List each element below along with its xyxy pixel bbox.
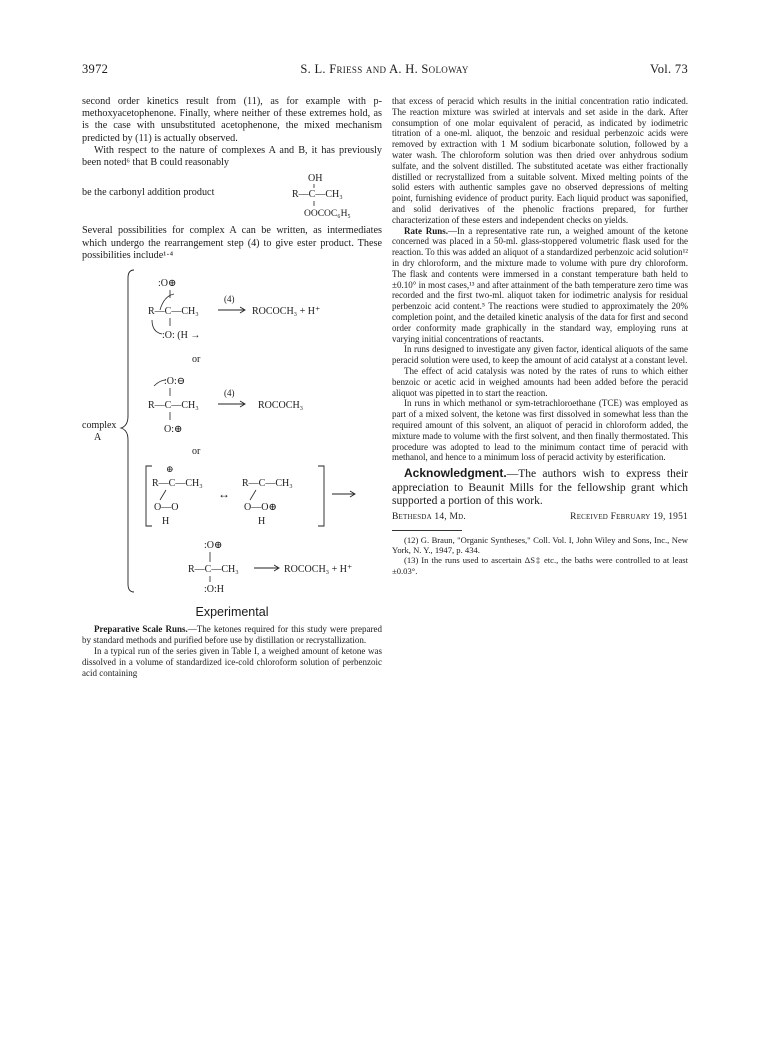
s3-right-bottom: O—O⊕ <box>244 502 277 514</box>
structure-b <box>82 171 382 219</box>
acknowledgment <box>392 467 688 508</box>
s1-bottom: :O: (H → <box>162 330 201 342</box>
paragraph: that excess of peracid which results in the initial concentration ratio indicated. The reaction mixture was swirled at intervals and set aside in the dark. After consumption of one molar equivalent of peracid, as indicated by iodimetric titration of a one-ml. aliquot, the benzoic and residual perbenzoic acids were removed by extraction with 1 M sodium bicarbonate solution, followed by a water wash. The chloroform solution was then dried over anhydrous sodium sulfate, and the solvent distilled. The substituted acetate was either fractionally distilled or recrystallized from a suitable solvent. Mixed melting points of the solid esters with authentic samples gave no observed depressions of melting point, furnishing evidence of product purity. Each liquid product was saponified, and solid derivatives of the phenolic fractions prepared, for further characterization of these esters and independent checks on yields. <box>392 96 688 225</box>
s3-left-bottom: O—O <box>154 502 179 514</box>
received-date: Received February 19, 1951 <box>570 512 688 523</box>
s3-right-mid: R—C—CH₃ <box>242 478 293 490</box>
struct-bottom: OOCOC₆H₅ <box>304 209 351 220</box>
paragraph: In runs designed to investigate any given factor, identical aliquots of the same peracid solution were used, to keep the amount of acid catalyst at a constant level. <box>392 344 688 366</box>
paragraph: second order kinetics result from (11), as for example with p-methoxyacetophenone. Finally, where neither of these extremes hold, as is the case with unsubstituted acetophenone, the mixed mechanism predicted by (11) is actually observed. <box>82 96 382 144</box>
run-heading: Preparative Scale Runs. <box>94 624 188 635</box>
volume-label: Vol. 73 <box>650 62 688 76</box>
label-complex: complex <box>82 420 117 432</box>
right-column <box>392 96 688 576</box>
paragraph: In a typical run of the series given in Table I, a weighed amount of ketone was dissolved in a volume of standardized ice-cold chloroform solution of perbenzoic acid containing <box>82 646 382 678</box>
s1-top: :O⊕ <box>158 278 177 290</box>
address-line <box>392 511 688 523</box>
ack-heading: Acknowledgment. <box>404 466 507 481</box>
struct-mid: R—C—CH₃ <box>292 189 343 201</box>
paragraph: The effect of acid catalysis was noted by the rates of runs to which either benzoic or acetic acid in weighed amounts had been added before the peracid aliquot was pipetted in to start the reaction. <box>392 365 688 398</box>
struct-top: OH <box>308 173 323 185</box>
s1-product: ROCOCH₃ + H⁺ <box>252 306 321 318</box>
paragraph: With respect to the nature of complexes A and B, it has previously been noted⁶ that B could reasonably <box>82 144 382 169</box>
experimental-heading: Experimental <box>195 605 269 620</box>
left-column <box>82 96 382 678</box>
ack-body: —The authors wish to express their appreciation to Beaunit Mills for the fellowship grant which supported a portion of this work. <box>392 468 688 507</box>
s4-mid: R—C—CH₃ <box>188 564 239 576</box>
s4-top: :O⊕ <box>204 540 223 552</box>
page-number: 3972 <box>82 62 109 76</box>
s2-arrow-label: (4) <box>224 388 235 399</box>
s3-right-h: H <box>258 516 266 528</box>
run-body: —The ketones required for this study were prepared by standard methods and purified before use by distillation or recrystallization. <box>82 624 382 646</box>
address: Bethesda 14, Md. <box>392 512 466 523</box>
run-heading: Rate Runs. <box>404 225 448 236</box>
s4-bottom: :O:H <box>204 584 224 595</box>
paragraph <box>392 226 688 345</box>
footnote-rule <box>392 530 462 531</box>
run-body: —In a representative rate run, a weighed amount of the ketone concerned was placed in a 50-ml. glass-stoppered volumetric flask used for the reaction. To this was added an aliquot of a standardized perbenzoic acid solution¹² in dry chloroform, and the mixture made to volume with pure dry chloroform. The flask and contents were immersed in a constant temperature bath held to ±0.10° in most cases,¹³ and after attainment of the bath temperature zero time was recorded and the first two-ml. aliquot taken for iodimetric analysis for residual perbenzoic acid content.⁵ The reactions were studied to approximately the 20% completion point, and the detailed kinetic analysis of the data for first and second order conformity made graphically in the standard way, employing runs at varying initial concentrations of reactants. <box>392 225 688 344</box>
reaction-scheme <box>82 268 382 594</box>
paragraph-end: be the carbonyl addition product <box>82 187 215 199</box>
s2-mid: R—C—CH₃ <box>148 400 199 412</box>
s1-arrow-label: (4) <box>224 294 235 305</box>
or-2: or <box>192 446 201 458</box>
s2-product: ROCOCH₃ <box>258 400 304 412</box>
paragraph: Several possibilities for complex A can be written, as intermediates which undergo the rearrangement step (4) to give ester product. These possibilities include¹·⁴ <box>82 225 382 261</box>
s2-bottom: O:⊕ <box>164 424 183 436</box>
s1-mid: R—C—CH₃ <box>148 306 199 318</box>
footnote-13: (13) In the runs used to ascertain ΔS‡ etc., the baths were controlled to at least ±0.03°. <box>392 555 688 576</box>
s2-top: :O:⊖ <box>164 376 186 388</box>
paragraph <box>82 624 382 646</box>
s3-left-h: H <box>162 516 170 528</box>
running-title: S. L. Friess and A. H. Soloway <box>300 62 469 76</box>
or-1: or <box>192 354 201 366</box>
s4-product: ROCOCH₃ + H⁺ <box>284 564 353 576</box>
label-a: A <box>94 432 102 444</box>
s3-resonance: ↔ <box>218 487 230 502</box>
paragraph: In runs in which methanol or sym-tetrachloroethane (TCE) was employed as part of a mixed solvent, the ketone was first dissolved in somewhat less than the required amount of this solvent, an aliquot of peracid in chloroform added, the mixture made to volume with the first solvent, and then finally thermostated. This procedure was adopted to lead to the minimum contact time of peracid with methanol, and hence to a minimum loss of peracid activity by esterification. <box>392 398 688 463</box>
s3-left-mid: R—C—CH₃ <box>152 478 203 490</box>
footnote-12: (12) G. Braun, "Organic Syntheses," Coll. Vol. I, John Wiley and Sons, Inc., New York, N. Y., 1947, p. 434. <box>392 534 688 555</box>
s3-charge: ⊕ <box>166 464 174 475</box>
